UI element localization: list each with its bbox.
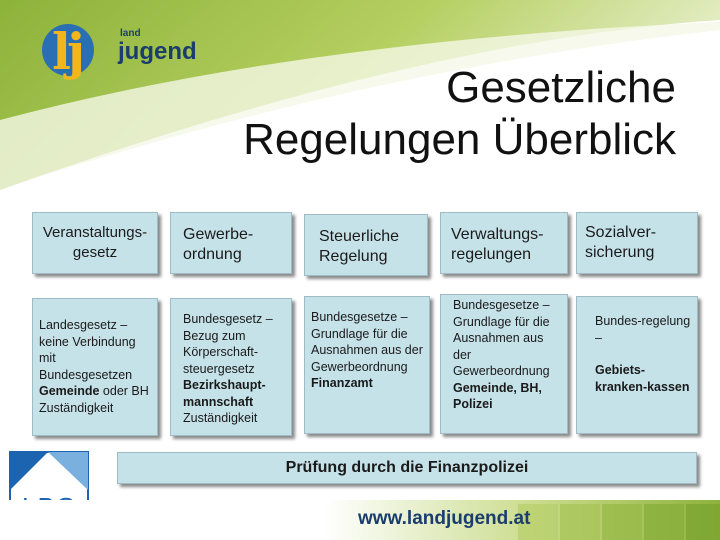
column-header-gewerbeordnung bbox=[170, 212, 292, 274]
body-text: oder BH Zuständigkeit bbox=[39, 384, 149, 415]
column-header-label: Sozialver-sicherung bbox=[585, 224, 657, 261]
page-title bbox=[116, 62, 676, 166]
body-text: Zuständigkeit bbox=[183, 411, 258, 425]
title-line-1: Gesetzliche bbox=[446, 63, 676, 112]
column-body-verwaltungsregelungen bbox=[440, 294, 568, 434]
body-text-bold: Gebiets-kranken-kassen bbox=[595, 363, 690, 394]
column-body-gewerbeordnung bbox=[170, 298, 292, 436]
column-body-sozialversicherung bbox=[576, 296, 698, 434]
finanzpolizei-banner: Prüfung durch die Finanzpolizei bbox=[117, 452, 697, 484]
body-text-bold: Bezirkshaupt-mannschaft bbox=[183, 378, 266, 409]
column-header-label: Veranstaltungs-gesetz bbox=[42, 224, 148, 261]
body-text: Bundesgesetze – Grundlage für die Ausnahmen aus der Gewerbeordnung bbox=[453, 298, 550, 378]
column-header-label: Steuerliche Regelung bbox=[319, 228, 400, 265]
column-header-sozialversicherung bbox=[576, 212, 698, 274]
column-body-steuerliche-regelung bbox=[304, 296, 430, 434]
logo-initials: lj bbox=[52, 22, 82, 81]
body-text-bold: Gemeinde, BH, Polizei bbox=[453, 380, 542, 411]
logo-small-text: land bbox=[120, 28, 141, 39]
footer-website-link[interactable]: www.landjugend.at bbox=[358, 508, 531, 529]
column-header-verwaltungsregelungen bbox=[440, 212, 568, 274]
body-text-bold: Finanzamt bbox=[311, 376, 373, 390]
column-header-label: Verwaltungs-regelungen bbox=[451, 226, 544, 263]
column-body-veranstaltungsgesetz bbox=[32, 298, 158, 436]
column-header-steuerliche-regelung bbox=[304, 214, 428, 276]
column-header-label: Gewerbe-ordnung bbox=[183, 226, 254, 263]
body-text: Bundesgesetze – Grundlage für die Ausnahmen aus der Gewerbeordnung bbox=[311, 310, 423, 374]
title-line-2: Regelungen Überblick bbox=[243, 115, 676, 164]
body-text: Landesgesetz – keine Verbindung mit Bundesgesetzen bbox=[39, 318, 136, 382]
logo-big-text: jugend bbox=[118, 38, 197, 65]
body-text: Bundes-regelung – bbox=[595, 314, 691, 345]
body-text: Bundesgesetz – Bezug zum Körperschaft-steuergesetz bbox=[183, 312, 273, 376]
body-text-bold: Gemeinde bbox=[39, 384, 100, 398]
column-header-veranstaltungsgesetz bbox=[32, 212, 158, 274]
